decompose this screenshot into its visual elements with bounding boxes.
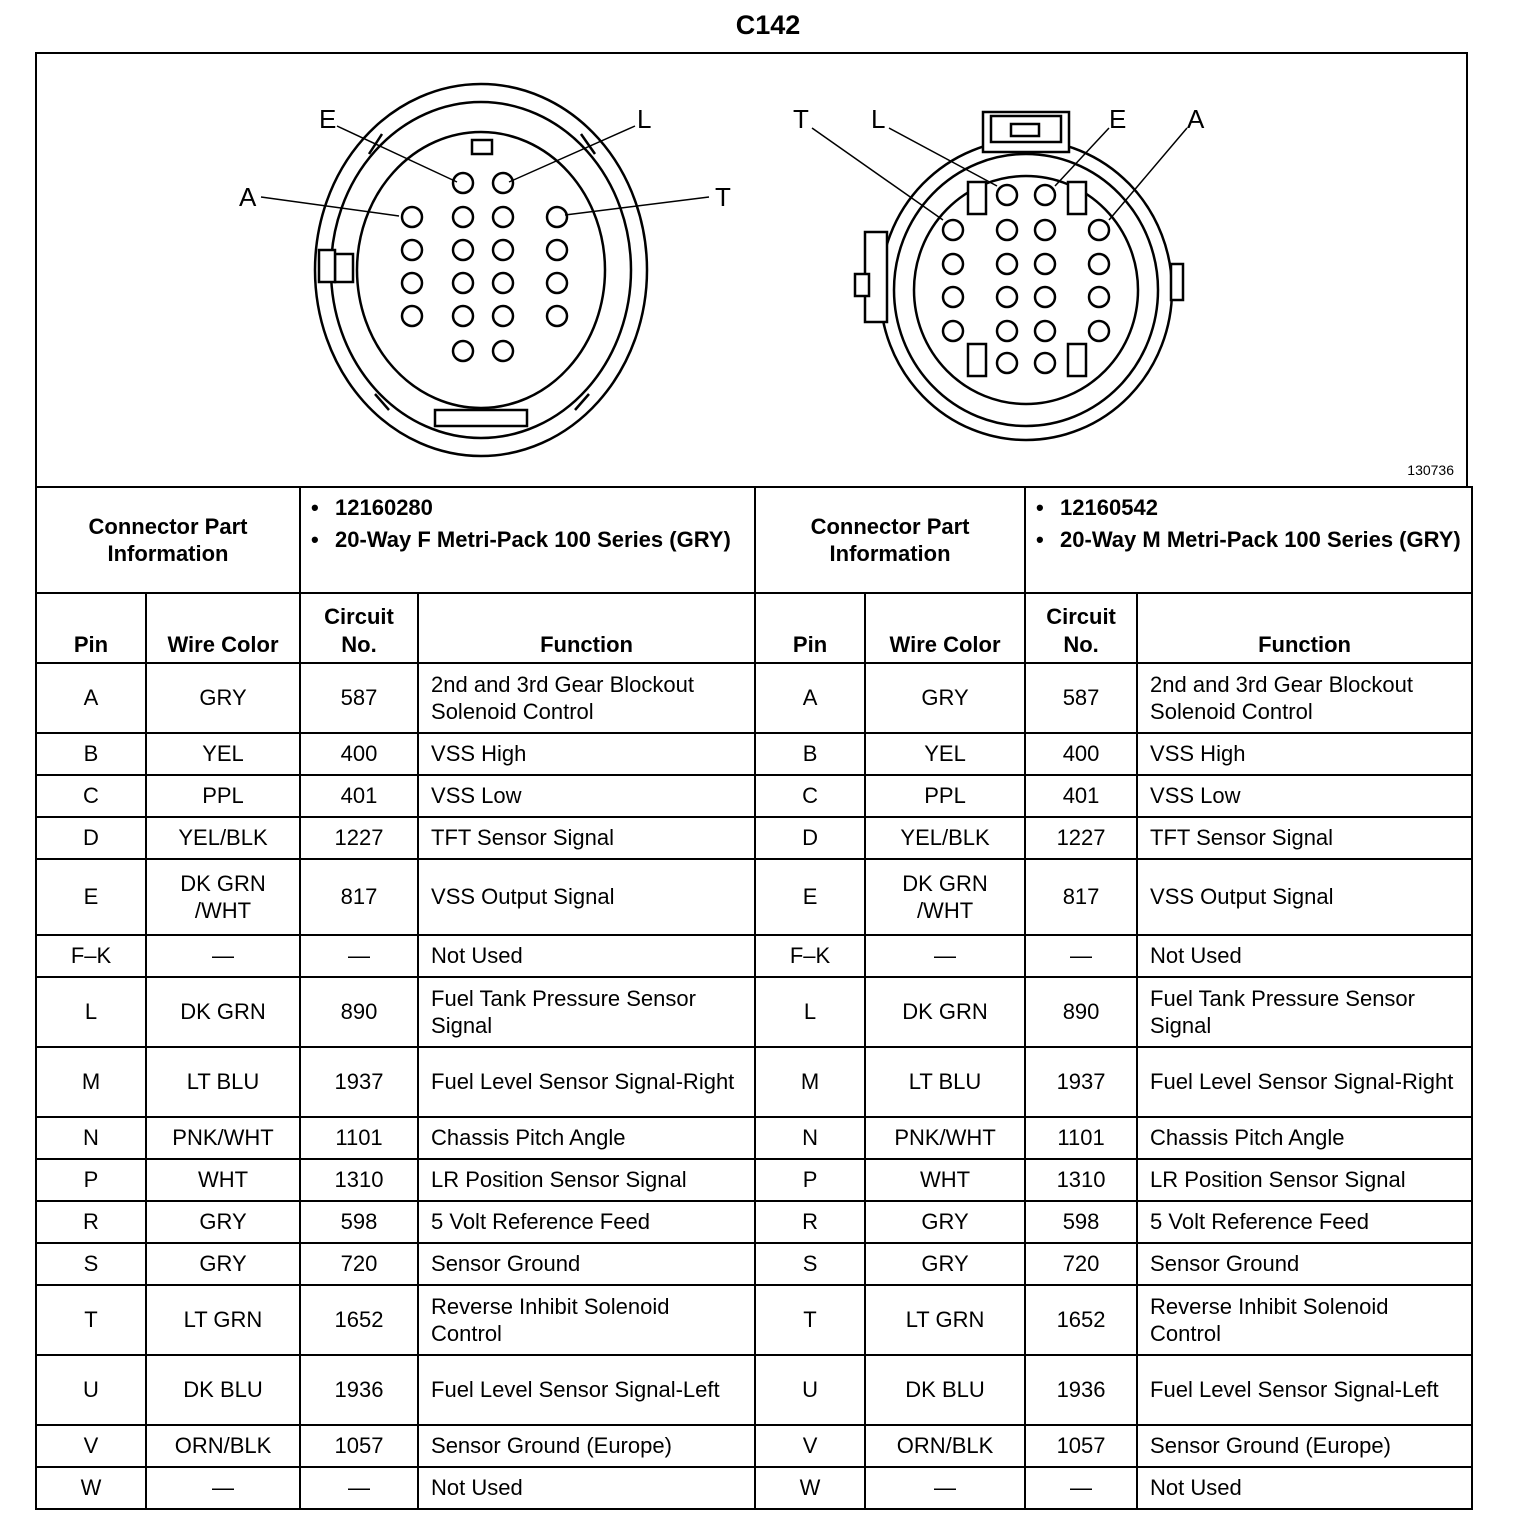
right-wire-color-cell: PPL	[865, 775, 1025, 817]
right-pin-cell: E	[755, 859, 865, 935]
female-pin-socket	[493, 207, 513, 227]
right-wire-color-cell: LT GRN	[865, 1285, 1025, 1355]
left-wire-color-cell: GRY	[146, 663, 300, 733]
female-pin-socket	[547, 273, 567, 293]
female-pin-socket	[453, 207, 473, 227]
female-callout-a: A	[239, 182, 257, 212]
right-circuit-cell: 1936	[1025, 1355, 1137, 1425]
right-pin-cell: U	[755, 1355, 865, 1425]
right-wire-color-cell: LT BLU	[865, 1047, 1025, 1117]
male-callout-t: T	[793, 104, 809, 134]
female-pin-socket	[493, 306, 513, 326]
female-pin-socket	[547, 306, 567, 326]
right-circuit-cell: 720	[1025, 1243, 1137, 1285]
female-pin-socket	[493, 341, 513, 361]
male-callout-e: E	[1109, 104, 1127, 134]
right-wire-color-cell: DK GRN /WHT	[865, 859, 1025, 935]
right-wire-color-cell: ORN/BLK	[865, 1425, 1025, 1467]
right-function-cell: LR Position Sensor Signal	[1137, 1159, 1472, 1201]
female-pin-socket	[453, 273, 473, 293]
male-pin-socket	[997, 287, 1017, 307]
table-row	[36, 859, 1472, 935]
left-function-cell: Reverse Inhibit Solenoid Control	[418, 1285, 755, 1355]
male-keys	[968, 182, 1086, 376]
male-pin-socket	[943, 220, 963, 240]
right-circuit-cell: 1101	[1025, 1117, 1137, 1159]
right-function-cell: Fuel Tank Pressure Sensor Signal	[1137, 977, 1472, 1047]
left-function-cell: Not Used	[418, 935, 755, 977]
right-function-cell: VSS Low	[1137, 775, 1472, 817]
female-pin-socket	[453, 240, 473, 260]
male-pin-socket	[943, 254, 963, 274]
right-pin-cell: T	[755, 1285, 865, 1355]
right-part-number: • 12160542	[1060, 494, 1463, 522]
left-circuit-cell: 400	[300, 733, 418, 775]
right-wire-color-cell: PNK/WHT	[865, 1117, 1025, 1159]
male-pin-socket	[997, 220, 1017, 240]
right-circuit-cell: —	[1025, 1467, 1137, 1509]
left-pin-cell: C	[36, 775, 146, 817]
right-header-wire-color: Wire Color	[865, 593, 1025, 663]
right-function-cell: Reverse Inhibit Solenoid Control	[1137, 1285, 1472, 1355]
left-wire-color-cell: WHT	[146, 1159, 300, 1201]
right-pin-cell: W	[755, 1467, 865, 1509]
right-wire-color-cell: —	[865, 935, 1025, 977]
right-function-cell: Fuel Level Sensor Signal-Left	[1137, 1355, 1472, 1425]
male-pin-socket	[1035, 220, 1055, 240]
left-function-cell: Sensor Ground	[418, 1243, 755, 1285]
left-pin-cell: D	[36, 817, 146, 859]
right-function-cell: 2nd and 3rd Gear Blockout Solenoid Control	[1137, 663, 1472, 733]
left-function-cell: 2nd and 3rd Gear Blockout Solenoid Control	[418, 663, 755, 733]
female-pin-socket	[493, 240, 513, 260]
left-function-cell: TFT Sensor Signal	[418, 817, 755, 859]
right-circuit-cell: —	[1025, 935, 1137, 977]
right-circuit-cell: 890	[1025, 977, 1137, 1047]
right-circuit-cell: 587	[1025, 663, 1137, 733]
male-pin-socket	[997, 353, 1017, 373]
left-function-cell: Sensor Ground (Europe)	[418, 1425, 755, 1467]
left-function-cell: Not Used	[418, 1467, 755, 1509]
table-row	[36, 1117, 1472, 1159]
right-wire-color-cell: GRY	[865, 1201, 1025, 1243]
right-function-cell: VSS High	[1137, 733, 1472, 775]
left-wire-color-cell: YEL/BLK	[146, 817, 300, 859]
left-circuit-cell: 401	[300, 775, 418, 817]
right-function-cell: TFT Sensor Signal	[1137, 817, 1472, 859]
left-pin-cell: T	[36, 1285, 146, 1355]
male-pin-socket	[1035, 321, 1055, 341]
right-pin-cell: V	[755, 1425, 865, 1467]
left-circuit-cell: 1101	[300, 1117, 418, 1159]
right-header-circuit: Circuit No.	[1025, 593, 1137, 663]
left-wire-color-cell: —	[146, 935, 300, 977]
connector-info-row	[36, 487, 1472, 593]
left-info-label: Connector Part Information	[36, 487, 300, 593]
left-header-function: Function	[418, 593, 755, 663]
left-wire-color-cell: LT GRN	[146, 1285, 300, 1355]
right-function-cell: Sensor Ground	[1137, 1243, 1472, 1285]
right-part-description: • 20-Way M Metri-Pack 100 Series (GRY)	[1060, 526, 1463, 554]
female-pin-socket	[453, 173, 473, 193]
right-circuit-cell: 1310	[1025, 1159, 1137, 1201]
left-wire-color-cell: DK BLU	[146, 1355, 300, 1425]
right-circuit-cell: 401	[1025, 775, 1137, 817]
male-pin-socket	[1035, 185, 1055, 205]
female-pin-socket	[402, 306, 422, 326]
table-row	[36, 1285, 1472, 1355]
left-pin-cell: A	[36, 663, 146, 733]
male-callout-a: A	[1187, 104, 1205, 134]
right-pin-cell: A	[755, 663, 865, 733]
table-row	[36, 1201, 1472, 1243]
right-wire-color-cell: YEL/BLK	[865, 817, 1025, 859]
left-part-description: • 20-Way F Metri-Pack 100 Series (GRY)	[335, 526, 746, 554]
right-pin-cell: D	[755, 817, 865, 859]
right-pin-cell: C	[755, 775, 865, 817]
male-pin-socket	[1035, 353, 1055, 373]
left-pin-cell: B	[36, 733, 146, 775]
female-callout-l: L	[637, 104, 652, 134]
female-callout-labels	[239, 104, 731, 212]
left-circuit-cell: 1937	[300, 1047, 418, 1117]
female-callout-t: T	[715, 182, 731, 212]
right-circuit-cell: 1057	[1025, 1425, 1137, 1467]
left-circuit-cell: 598	[300, 1201, 418, 1243]
right-pin-cell: P	[755, 1159, 865, 1201]
right-circuit-cell: 817	[1025, 859, 1137, 935]
left-pin-cell: S	[36, 1243, 146, 1285]
connector-figure	[35, 52, 1468, 486]
right-function-cell: Fuel Level Sensor Signal-Right	[1137, 1047, 1472, 1117]
table-row	[36, 1355, 1472, 1425]
table-row	[36, 663, 1472, 733]
female-pin-socket	[453, 341, 473, 361]
left-wire-color-cell: DK GRN /WHT	[146, 859, 300, 935]
male-pin-socket	[1089, 287, 1109, 307]
right-wire-color-cell: DK BLU	[865, 1355, 1025, 1425]
left-pin-cell: E	[36, 859, 146, 935]
left-pin-cell: N	[36, 1117, 146, 1159]
right-info-label: Connector Part Information	[755, 487, 1025, 593]
left-pin-cell: W	[36, 1467, 146, 1509]
left-part-number: • 12160280	[335, 494, 746, 522]
right-function-cell: Not Used	[1137, 1467, 1472, 1509]
female-pin-socket	[402, 240, 422, 260]
male-connector-face	[855, 112, 1183, 440]
left-function-cell: 5 Volt Reference Feed	[418, 1201, 755, 1243]
right-header-function: Function	[1137, 593, 1472, 663]
table-row	[36, 1467, 1472, 1509]
left-circuit-cell: 587	[300, 663, 418, 733]
right-wire-color-cell: GRY	[865, 663, 1025, 733]
left-function-cell: Fuel Tank Pressure Sensor Signal	[418, 977, 755, 1047]
left-wire-color-cell: GRY	[146, 1243, 300, 1285]
left-wire-color-cell: GRY	[146, 1201, 300, 1243]
right-wire-color-cell: WHT	[865, 1159, 1025, 1201]
female-pin-socket	[493, 173, 513, 193]
female-pin-socket	[453, 306, 473, 326]
left-wire-color-cell: —	[146, 1467, 300, 1509]
right-circuit-cell: 598	[1025, 1201, 1137, 1243]
female-pin-socket	[547, 207, 567, 227]
left-header-circuit: Circuit No.	[300, 593, 418, 663]
left-circuit-cell: 817	[300, 859, 418, 935]
left-pin-cell: U	[36, 1355, 146, 1425]
male-pin-socket	[1035, 254, 1055, 274]
connector-drawings	[37, 54, 1470, 488]
left-wire-color-cell: YEL	[146, 733, 300, 775]
male-pin-socket	[997, 321, 1017, 341]
female-pin-socket	[493, 273, 513, 293]
left-pin-cell: F–K	[36, 935, 146, 977]
left-pin-cell: M	[36, 1047, 146, 1117]
left-wire-color-cell: PPL	[146, 775, 300, 817]
left-pin-cell: R	[36, 1201, 146, 1243]
right-pin-cell: N	[755, 1117, 865, 1159]
left-circuit-cell: —	[300, 1467, 418, 1509]
figure-id: 130736	[1407, 462, 1454, 478]
male-pin-socket	[997, 254, 1017, 274]
female-pin-socket	[547, 240, 567, 260]
left-circuit-cell: 1057	[300, 1425, 418, 1467]
male-pin-socket	[943, 287, 963, 307]
left-function-cell: Chassis Pitch Angle	[418, 1117, 755, 1159]
male-pin-socket	[1089, 220, 1109, 240]
left-function-cell: Fuel Level Sensor Signal-Left	[418, 1355, 755, 1425]
male-callout-l: L	[871, 104, 886, 134]
left-circuit-cell: 1936	[300, 1355, 418, 1425]
left-function-cell: VSS Low	[418, 775, 755, 817]
right-circuit-cell: 400	[1025, 733, 1137, 775]
table-row	[36, 977, 1472, 1047]
right-pin-cell: L	[755, 977, 865, 1047]
left-function-cell: Fuel Level Sensor Signal-Right	[418, 1047, 755, 1117]
male-pin-socket	[997, 185, 1017, 205]
left-circuit-cell: 1652	[300, 1285, 418, 1355]
left-circuit-cell: 890	[300, 977, 418, 1047]
left-circuit-cell: 1227	[300, 817, 418, 859]
right-circuit-cell: 1937	[1025, 1047, 1137, 1117]
right-pin-cell: F–K	[755, 935, 865, 977]
male-pin-socket	[1089, 254, 1109, 274]
table-row	[36, 935, 1472, 977]
right-wire-color-cell: —	[865, 1467, 1025, 1509]
male-pin-socket	[943, 321, 963, 341]
right-pin-cell: M	[755, 1047, 865, 1117]
left-header-wire-color: Wire Color	[146, 593, 300, 663]
left-circuit-cell: —	[300, 935, 418, 977]
left-circuit-cell: 1310	[300, 1159, 418, 1201]
diagram-title: C142	[735, 10, 801, 40]
table-row	[36, 817, 1472, 859]
male-pin-socket	[1035, 287, 1055, 307]
left-pin-cell: L	[36, 977, 146, 1047]
female-callout-e: E	[319, 104, 337, 134]
left-function-cell: VSS Output Signal	[418, 859, 755, 935]
table-row	[36, 1047, 1472, 1117]
left-function-cell: VSS High	[418, 733, 755, 775]
left-wire-color-cell: LT BLU	[146, 1047, 300, 1117]
right-info-list	[1025, 487, 1472, 593]
left-info-list	[300, 487, 755, 593]
female-pin-socket	[402, 207, 422, 227]
left-header-pin: Pin	[36, 593, 146, 663]
right-function-cell: 5 Volt Reference Feed	[1137, 1201, 1472, 1243]
left-wire-color-cell: ORN/BLK	[146, 1425, 300, 1467]
right-header-pin: Pin	[755, 593, 865, 663]
table-row	[36, 1243, 1472, 1285]
right-wire-color-cell: GRY	[865, 1243, 1025, 1285]
right-function-cell: Chassis Pitch Angle	[1137, 1117, 1472, 1159]
right-wire-color-cell: YEL	[865, 733, 1025, 775]
left-pin-cell: V	[36, 1425, 146, 1467]
table-row	[36, 1425, 1472, 1467]
female-pin-socket	[402, 273, 422, 293]
table-row	[36, 1159, 1472, 1201]
male-pin-socket	[1089, 321, 1109, 341]
right-function-cell: Not Used	[1137, 935, 1472, 977]
female-pins	[402, 173, 567, 361]
left-wire-color-cell: DK GRN	[146, 977, 300, 1047]
left-pin-cell: P	[36, 1159, 146, 1201]
right-pin-cell: S	[755, 1243, 865, 1285]
left-wire-color-cell: PNK/WHT	[146, 1117, 300, 1159]
column-header-row	[36, 593, 1472, 663]
right-pin-cell: B	[755, 733, 865, 775]
table-row	[36, 775, 1472, 817]
left-function-cell: LR Position Sensor Signal	[418, 1159, 755, 1201]
right-circuit-cell: 1227	[1025, 817, 1137, 859]
left-circuit-cell: 720	[300, 1243, 418, 1285]
table-row	[36, 733, 1472, 775]
right-function-cell: VSS Output Signal	[1137, 859, 1472, 935]
right-wire-color-cell: DK GRN	[865, 977, 1025, 1047]
pinout-table	[35, 486, 1473, 1510]
right-circuit-cell: 1652	[1025, 1285, 1137, 1355]
right-pin-cell: R	[755, 1201, 865, 1243]
right-function-cell: Sensor Ground (Europe)	[1137, 1425, 1472, 1467]
